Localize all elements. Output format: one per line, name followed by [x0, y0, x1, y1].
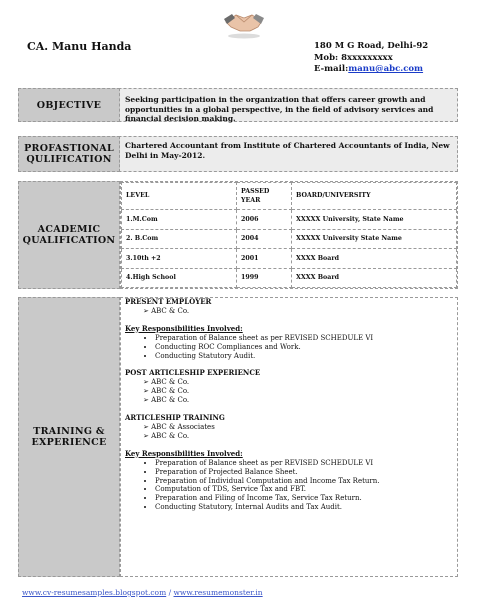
col-level: LEVEL	[122, 183, 237, 210]
table-row	[122, 249, 457, 269]
key-responsibilities-2: Key Responsibilities Involved:	[125, 448, 243, 458]
email-link[interactable]: manu@abc.com	[348, 64, 424, 74]
table-row	[122, 268, 457, 288]
post-articleship-list	[125, 378, 453, 405]
professional-text: Chartered Accountant from Institute of Chartered Accountants of India, New Delhi in May-2012.	[125, 141, 450, 160]
post-articleship-title: POST ARTICLESHIP EXPERIENCE	[125, 368, 261, 378]
year-cell: 1999	[237, 268, 292, 288]
level-cell: 4.High School	[122, 268, 237, 288]
email-label: E-mail:	[314, 64, 349, 74]
objective-heading: OBJECTIVE	[18, 88, 120, 122]
footer-link-cv-resumesamples[interactable]: www.cv-resumesamples.blogspot.com	[22, 588, 167, 597]
articleship-title: ARTICLESHIP TRAINING	[125, 413, 225, 423]
list-item: ➢ ABC & Co.	[143, 307, 453, 316]
list-item: • Preparation and Filing of Income Tax, Service Tax Return.	[155, 494, 453, 503]
objective-text: Seeking participation in the organization that offers career growth and opportunities in a global perspective, in the field of advisory services and financial decision making.	[125, 95, 434, 123]
academic-table-wrap	[120, 181, 458, 289]
board-cell: XXXXX University, State Name	[292, 210, 457, 230]
list-item: ➢ ABC & Associates	[143, 423, 453, 432]
level-cell: 3.10th +2	[122, 249, 237, 269]
board-cell: XXXX Board	[292, 268, 457, 288]
level-cell: 1.M.Com	[122, 210, 237, 230]
list-item: • Conducting Statutory, Internal Audits and Tax Audit.	[155, 503, 453, 512]
professional-heading: PROFASTIONAL QULIFICATION	[18, 136, 120, 172]
level-cell: 2. B.Com	[122, 229, 237, 249]
academic-heading: ACADEMIC QUALIFICATION	[18, 181, 120, 289]
list-item: • Conducting ROC Compliances and Work.	[155, 343, 453, 352]
contact-block	[314, 41, 428, 76]
articleship-list	[125, 423, 453, 441]
list-item: • Computation of TDS, Service Tax and FBT.	[155, 485, 453, 494]
training-body	[120, 297, 458, 577]
present-employer-list	[125, 307, 453, 316]
footer-separator: /	[166, 588, 174, 597]
candidate-name: CA. Manu Handa	[27, 40, 132, 53]
training-heading: TRAINING & EXPERIENCE	[18, 297, 120, 577]
board-cell: XXXX Board	[292, 249, 457, 269]
key-responsibilities-1: Key Responsibilities Involved:	[125, 323, 243, 333]
present-employer-title: PRESENT EMPLOYER	[125, 297, 212, 306]
list-item: • Preparation of Individual Computation and Income Tax Return.	[155, 477, 453, 486]
table-row	[122, 229, 457, 249]
list-item: ➢ ABC & Co.	[143, 378, 453, 387]
mobile: Mob: 8xxxxxxxxx	[314, 52, 393, 63]
email-line	[314, 64, 428, 76]
footer-links	[22, 588, 263, 597]
handshake-image	[222, 6, 266, 40]
list-item: • Preparation of Projected Balance Sheet.	[155, 468, 453, 477]
responsibilities-list-1	[125, 334, 453, 361]
year-cell: 2001	[237, 249, 292, 269]
address: 180 M G Road, Delhi-92	[314, 41, 429, 51]
list-item: • Preparation of Balance sheet as per REVISED SCHEDULE VI	[155, 334, 453, 343]
col-passed-year: PASSED YEAR	[237, 183, 292, 210]
academic-table-header	[122, 183, 457, 210]
list-item: ➢ ABC & Co.	[143, 396, 453, 405]
year-cell: 2004	[237, 229, 292, 249]
list-item: ➢ ABC & Co.	[143, 387, 453, 396]
list-item: ➢ ABC & Co.	[143, 432, 453, 441]
footer-link-resumemonster[interactable]: www.resumemonster.in	[173, 588, 263, 597]
table-row	[122, 210, 457, 230]
year-cell: 2006	[237, 210, 292, 230]
academic-table	[121, 182, 457, 288]
list-item: • Preparation of Balance sheet as per REVISED SCHEDULE VI	[155, 459, 453, 468]
board-cell: XXXXX University State Name	[292, 229, 457, 249]
col-board: BOARD/UNIVERSITY	[292, 183, 457, 210]
list-item: • Conducting Statutory Audit.	[155, 352, 453, 361]
responsibilities-list-2	[125, 459, 453, 512]
